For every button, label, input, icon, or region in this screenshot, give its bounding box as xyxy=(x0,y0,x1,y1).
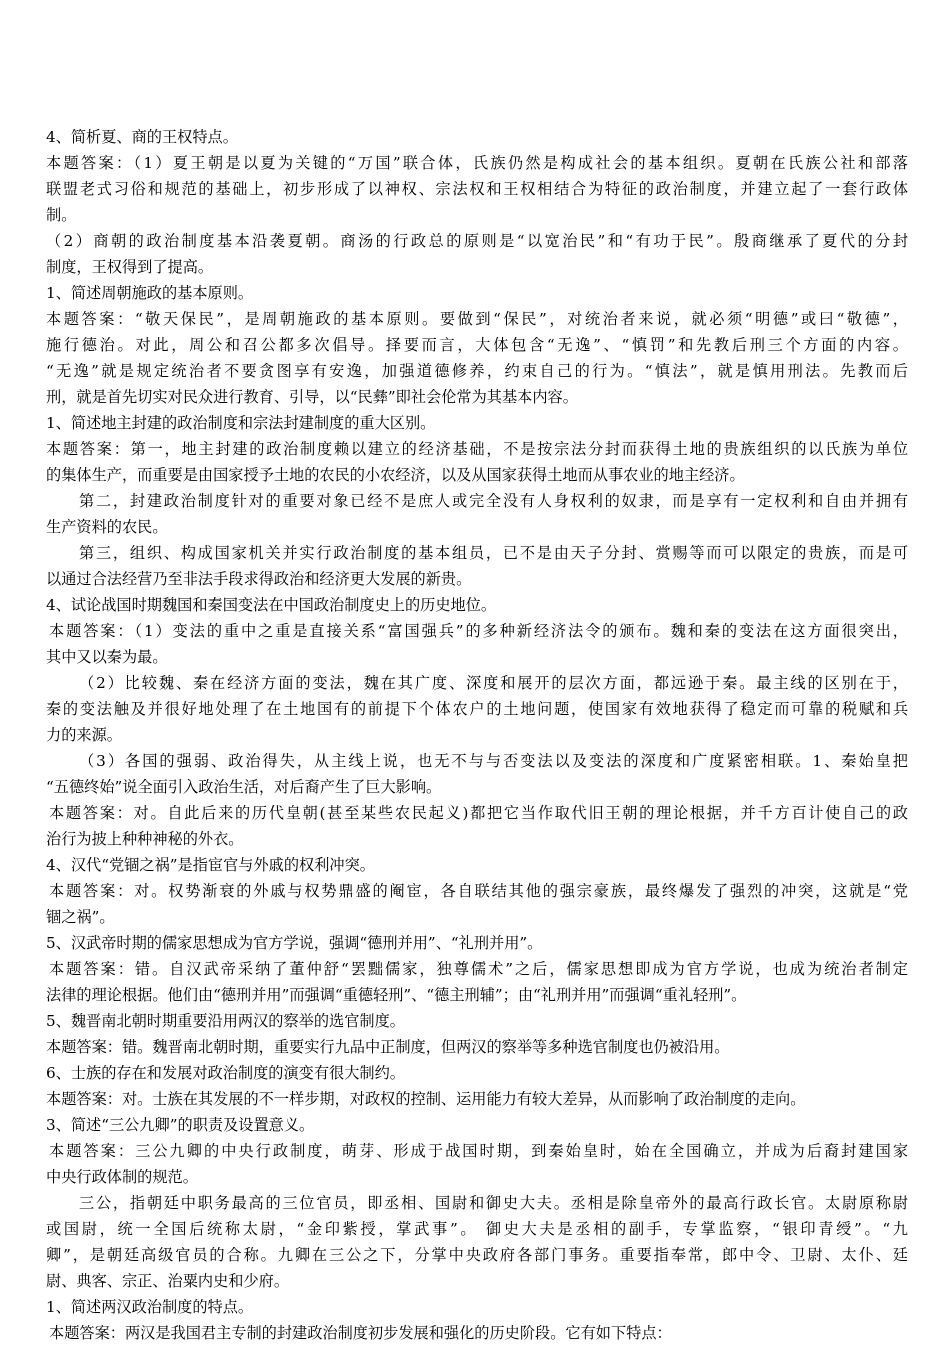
text-line: 4、简析夏、商的王权特点。 xyxy=(46,128,238,146)
text-line: 1、简述地主封建的政治制度和宗法封建制度的重大区别。 xyxy=(46,414,436,432)
text-line: 1、简述两汉政治制度的特点。 xyxy=(46,1298,254,1316)
text-line: “五德终始”说全面引入政治生活，对后裔产生了巨大影响。 xyxy=(46,778,442,796)
text-line: 锢之祸”。 xyxy=(46,908,115,926)
text-line: 力的来源。 xyxy=(46,726,122,744)
text-line: 刑，就是首先切实对民众进行教育、引导，以“民彝”即社会伦常为其基本内容。 xyxy=(46,388,578,406)
text-line: 第三，组织、构成国家机关并实行政治制度的基本组员，已不是由天子分封、赏赐等而可以限定的贵族，而是可 xyxy=(79,544,908,562)
text-line: 制度，王权得到了提高。 xyxy=(46,258,214,276)
text-line: 秦的变法触及并很好地处理了在土地国有的前提下个体农户的土地问题，使国家有效地获得了稳定而可靠的税赋和兵 xyxy=(46,700,908,718)
text-line: 法律的理论根据。他们由“德刑并用”而强调“重德轻刑”、“德主刑辅”；由“礼刑并用”而强调“重礼轻刑”。 xyxy=(46,986,747,1004)
text-line: 本题答案：（1）变法的重中之重是直接关系“富国强兵”的多种新经济法令的颁布。魏和秦的变法在这方面很突出， xyxy=(49,622,908,640)
text-line: （3）各国的强弱、政治得失，从主线上说，也无不与与否变法以及变法的深度和广度紧密相联。1、秦始皇把 xyxy=(79,752,908,770)
text-line: 6、士族的存在和发展对政治制度的演变有很大制约。 xyxy=(46,1064,405,1082)
text-line: 制。 xyxy=(46,206,77,224)
text-line: 三公，指朝廷中职务最高的三位官员，即丞相、国尉和御史大夫。丞相是除皇帝外的最高行政长官。太尉原称尉 xyxy=(79,1194,908,1212)
text-line: 本题答案：对。自此后来的历代皇朝(甚至某些农民起义)都把它当作取代旧王朝的理论根据，并千方百计使自己的政 xyxy=(49,804,908,822)
text-line: 的集体生产，而重要是由国家授予土地的农民的小农经济，以及从国家获得土地而从事农业的地主经济。 xyxy=(46,466,745,484)
text-line: 联盟老式习俗和规范的基础上，初步形成了以神权、宗法权和王权相结合为特征的政治制度，并建立起了一套行政体 xyxy=(46,180,908,198)
text-line: 卿”，是朝廷高级官员的合称。九卿在三公之下，分掌中央政府各部门事务。重要指奉常，郎中令、卫尉、太仆、廷 xyxy=(46,1246,908,1264)
text-line: 或国尉，统一全国后统称太尉，“金印紫授，掌武事”。 御史大夫是丞相的副手，专掌监察，“银印青绶”。“九 xyxy=(46,1220,908,1238)
text-line: 本题答案：对。士族在其发展的不一样步期，对政权的控制、运用能力有较大差异，从而影响了政治制度的走向。 xyxy=(46,1090,806,1108)
text-line: 本题答案：（1）夏王朝是以夏为关键的“万国”联合体，氏族仍然是构成社会的基本组织。夏朝在氏族公社和部落 xyxy=(46,154,908,172)
text-line: 本题答案：两汉是我国君主专制的封建政治制度初步发展和强化的历史阶段。它有如下特点： xyxy=(49,1324,672,1342)
text-line: 施行德治。对此，周公和召公都多次倡导。择要而言，大体包含“无逸”、“慎罚”和先教后刑三个方面的内容。 xyxy=(46,336,908,354)
text-line: 5、汉武帝时期的儒家思想成为官方学说，强调“德刑并用”、“礼刑并用”。 xyxy=(46,934,543,952)
text-line: “无逸”就是规定统治者不要贪图享有安逸，加强道德修养，约束自己的行为。“慎法”，就是慎用刑法。先教而后 xyxy=(46,362,908,380)
text-line: 以通过合法经营乃至非法手段求得政治和经济更大发展的新贵。 xyxy=(46,570,472,588)
text-line: 4、汉代“党锢之祸”是指宦官与外戚的权利冲突。 xyxy=(46,856,375,874)
text-line: 治行为披上种种神秘的外衣。 xyxy=(46,830,244,848)
text-line: 本题答案：三公九卿的中央行政制度，萌芽、形成于战国时期，到秦始皇时，始在全国确立，并成为后裔封建国家 xyxy=(49,1142,908,1160)
text-line: 4、试论战国时期魏国和秦国变法在中国政治制度史上的历史地位。 xyxy=(46,596,497,614)
text-line: 本题答案：对。权势渐衰的外戚与权势鼎盛的阉宦，各自联结其他的强宗豪族，最终爆发了强烈的冲突，这就是“党 xyxy=(49,882,908,900)
text-line: 本题答案：第一，地主封建的政治制度赖以建立的经济基础，不是按宗法分封而获得土地的贵族组织的以氏族为单位 xyxy=(46,440,908,458)
text-line: 尉、典客、宗正、治粟内史和少府。 xyxy=(46,1272,289,1290)
document-page xyxy=(46,124,908,1346)
text-line: 1、简述周朝施政的基本原则。 xyxy=(46,284,254,302)
text-line: 本题答案：错。自汉武帝采纳了董仲舒“罢黜儒家，独尊儒术”之后，儒家思想即成为官方学说，也成为统治者制定 xyxy=(49,960,908,978)
text-line: 3、简述“三公九卿”的职责及设置意义。 xyxy=(46,1116,315,1134)
text-line: 第二，封建政治制度针对的重要对象已经不是庶人或完全没有人身权利的奴隶，而是享有一定权利和自由并拥有 xyxy=(79,492,908,510)
text-line: 生产资料的农民。 xyxy=(46,518,168,536)
text-line: （2）比较魏、秦在经济方面的变法，魏在其广度、深度和展开的层次方面，都远逊于秦。最主线的区别在于， xyxy=(79,674,908,692)
text-line: 其中又以秦为最。 xyxy=(46,648,168,666)
text-line: 中央行政体制的规范。 xyxy=(46,1168,198,1186)
text-line: 本题答案：“敬天保民”，是周朝施政的基本原则。要做到“保民”，对统治者来说，就必须“明德”或曰“敬德”， xyxy=(46,310,908,328)
text-line: （2）商朝的政治制度基本沿袭夏朝。商汤的行政总的原则是“以宽治民”和“有功于民”。殷商继承了夏代的分封 xyxy=(46,232,908,250)
text-line: 5、魏晋南北朝时期重要沿用两汉的察举的选官制度。 xyxy=(46,1012,405,1030)
text-line: 本题答案：错。魏晋南北朝时期，重要实行九品中正制度，但两汉的察举等多种选官制度也仍被沿用。 xyxy=(46,1038,730,1056)
